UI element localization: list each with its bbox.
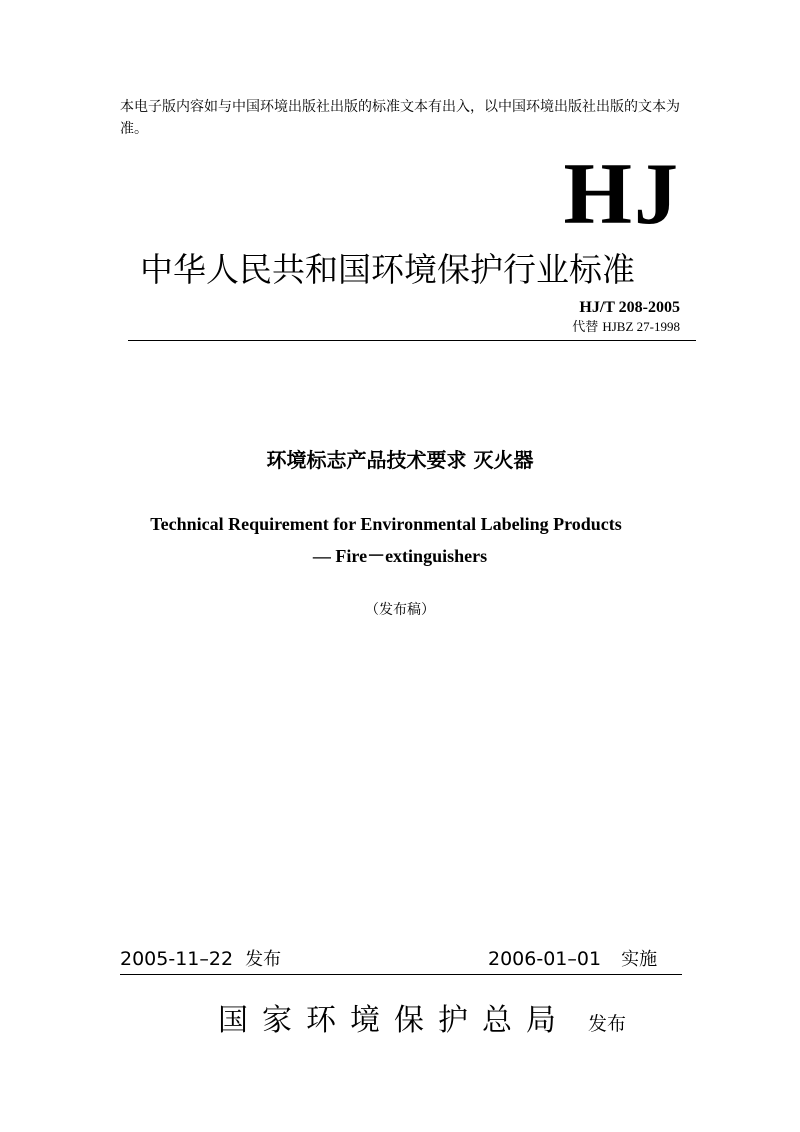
standard-title: 中华人民共和国环境保护行业标准 (140, 250, 635, 289)
issue-date-line (120, 946, 281, 973)
document-title-en-line1: Technical Requirement for Environmental Labeling Products (150, 514, 622, 534)
footer-divider (120, 974, 682, 975)
replaces-line (572, 318, 680, 337)
implement-label: 实施 (621, 949, 658, 970)
replaces-code: HJBZ 27-1998 (602, 319, 680, 334)
document-title-cn: 环境标志产品技术要求 灭火器 (266, 448, 534, 472)
publisher-notice: 本电子版内容如与中国环境出版社出版的标准文本有出入，以中国环境出版社出版的文本为准。 (120, 99, 680, 137)
document-title-en-line2: — Fire－extinguishers (312, 546, 488, 566)
hj-logo: HJ (563, 146, 680, 243)
issuing-agency: 国家环境保护总局 (218, 1003, 570, 1038)
agency-issue-label: 发布 (588, 1013, 627, 1035)
standard-code: HJ/T 208-2005 (579, 299, 680, 316)
implement-date: 2006-01–01 (488, 948, 602, 970)
draft-note: （发布稿） (365, 602, 435, 618)
implement-date-line (488, 946, 657, 973)
issue-date: 2005-11–22 (120, 948, 234, 970)
header-divider (128, 340, 696, 341)
replaces-label: 代替 (572, 320, 599, 335)
issue-label: 发布 (245, 949, 282, 970)
